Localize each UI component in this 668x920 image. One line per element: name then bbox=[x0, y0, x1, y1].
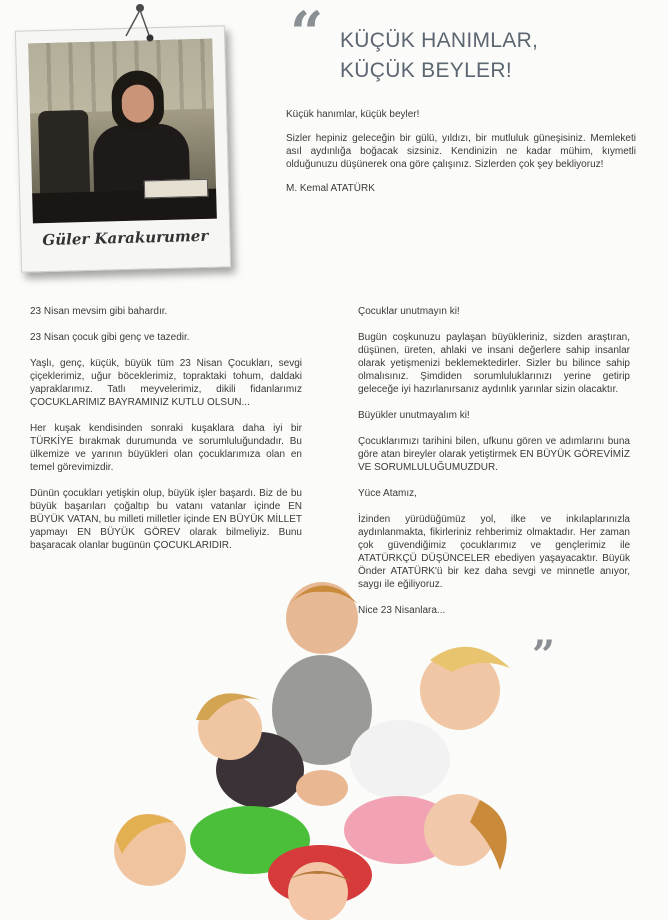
paragraph: Büyükler unutmayalım ki! bbox=[358, 410, 470, 421]
paragraph: 23 Nisan mevsim gibi bahardır. bbox=[30, 306, 168, 317]
left-column bbox=[30, 305, 302, 565]
quote-body: Sizler hepiniz geleceğin bir gülü, yıldızı, bir mutluluk güneşisiniz. Memleketi asıl aydınlığa boğacak sizsiniz. Kendinizin ne kadar mühim, kıymetli olduğunuzu düşünerek ona göre çalışınız. Sizlerden çok şey bekliyoruz! bbox=[286, 133, 636, 170]
portrait-photo bbox=[28, 39, 217, 224]
paragraph: Çocuklar unutmayın ki! bbox=[358, 306, 460, 317]
paragraph: 23 Nisan çocuk gibi genç ve tazedir. bbox=[30, 332, 190, 343]
paragraph: İzinden yürüdüğümüz yol, ilke ve inkılaplarınızla aydınlanmakta, fikirleriniz rehberimiz olmaktadır. Her zaman çok güvendiğimiz çocuklarımız ve gençlerimiz ile ATATÜRKÇÜ DÜŞÜNCELER ebediyen yaşayacaktır. Büyük Önder ATATÜRK'ü bir kez daha sevgi ve minnetle anıyor, saygı ile eğiliyoruz. bbox=[358, 514, 630, 590]
paragraph: Çocuklarımızı tarihini bilen, ufkunu gören ve adımlarını buna göre atan bireyler olarak yetiştirmek EN BÜYÜK GÖREVİMİZ VE SORUMLULUĞUMUZDUR. bbox=[358, 436, 630, 473]
close-quote-mark-icon: ” bbox=[532, 632, 556, 679]
paragraph: Dünün çocukları yetişkin olup, büyük işler başardı. Biz de bu büyük başarıları çoğaltıp bu vatanı vatanlar içinde EN BÜYÜK VATAN, bu milleti milletler içinde EN BÜYÜK MİLLET yapmayı EN BÜYÜK GÖREV olarak bilmeliyiz. Bunu başaracak olanlar bugünün ÇOCUKLARIDIR. bbox=[30, 488, 302, 551]
children-circle-photo bbox=[100, 560, 540, 920]
paragraph: Nice 23 Nisanlara... bbox=[358, 605, 446, 616]
quote-greeting: Küçük hanımlar, küçük beyler! bbox=[286, 109, 420, 120]
open-quote-mark-icon: “ bbox=[290, 0, 324, 67]
portrait-photo-card bbox=[15, 25, 231, 272]
paragraph: Her kuşak kendisinden sonraki kuşaklara daha iyi bir TÜRKİYE bırakmak durumunda ve sorumluluğundadır. Bu ülkemize ve yarının büyükleri olan çocuklarımıza olan en temel görevimizdir. bbox=[30, 423, 302, 473]
pushpin-icon bbox=[120, 2, 154, 42]
headline-line-1: KÜÇÜK HANIMLAR, bbox=[340, 29, 539, 52]
photo-caption: Güler Karakurumer bbox=[42, 226, 209, 250]
quote-signature: M. Kemal ATATÜRK bbox=[286, 183, 375, 194]
paragraph: Yaşlı, genç, küçük, büyük tüm 23 Nisan Çocukları, sevgi çiçeklerimiz, uğur böceklerimiz, topraktaki tohum, daldaki yapraklarımız. Tatlı meyvelerimiz, dikili fidanlarımız ÇOCUKLARIMIZ BAYRAMINIZ KUTLU OLSUN... bbox=[30, 358, 302, 408]
headline bbox=[340, 26, 640, 86]
paragraph: Yüce Atamız, bbox=[358, 488, 417, 499]
ataturk-quote bbox=[286, 108, 636, 206]
headline-line-2: KÜÇÜK BEYLER! bbox=[340, 59, 512, 82]
paragraph: Bugün coşkunuzu paylaşan büyükleriniz, sizden araştıran, düşünen, üreten, ahlaki ve insani değerlere sahip insanlar olarak yetişmenizi beklemektedirler. Sizler bu bilince sahip olmalısınız. Şimdiden sorumluluklarınızı yerine getirip geleceğe iyi hazırlanırsanız aydınlık yarınlar sizin olacaktır. bbox=[358, 332, 630, 395]
